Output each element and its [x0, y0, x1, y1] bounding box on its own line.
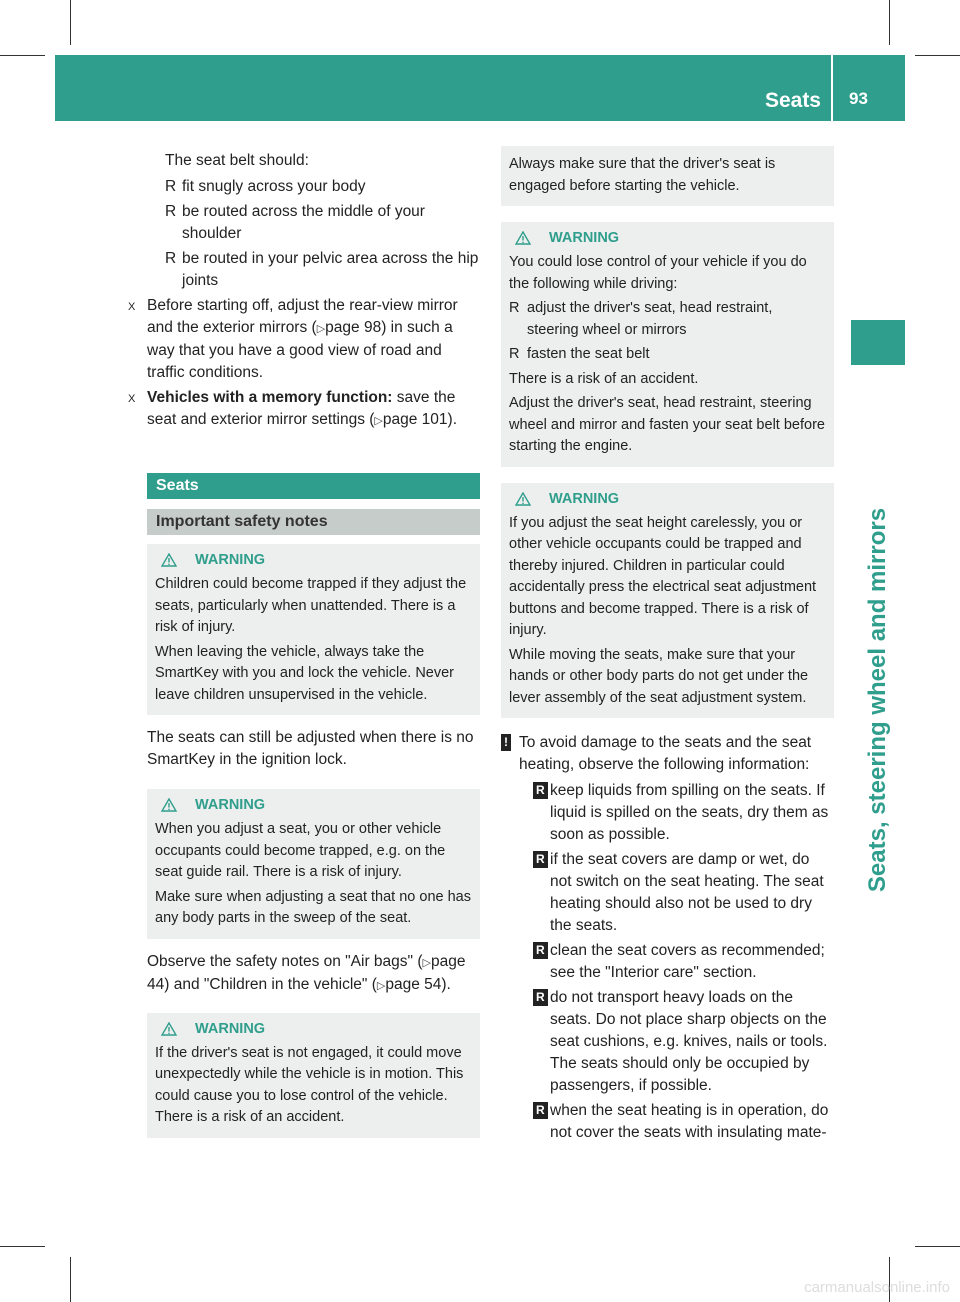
- list-item: R do not transport heavy loads on the seats. Do not place sharp objects on the seat cushions, e.g. knives, nails or tools. The seats should only be occupied by passengers, if possible.: [533, 987, 834, 1097]
- warning-box: [147, 789, 480, 939]
- right-column: [501, 146, 834, 1147]
- page-ref-arrow-icon: ▷: [316, 323, 326, 335]
- bullet-icon: R: [509, 300, 520, 316]
- list-item: R be routed across the middle of your shoulder: [165, 203, 425, 242]
- warning-text: There is a risk of an accident.: [509, 370, 699, 387]
- warning-text: Make sure when adjusting a seat that no one has any body parts in the sweep of the seat.: [155, 888, 471, 926]
- warning-title: WARNING: [195, 552, 266, 568]
- warning-title: WARNING: [195, 1020, 266, 1037]
- notice-text: To avoid damage to the seats and the seat heating, observe the following information:: [519, 734, 812, 773]
- warning-triangle-icon: [161, 1022, 177, 1036]
- body-text: Observe the safety notes on "Air bags" (▷page 44) and "Children in the vehicle" (▷page 54).: [147, 952, 466, 993]
- page-link[interactable]: page 101: [382, 411, 448, 428]
- subsection-heading: Important safety notes: [147, 509, 480, 535]
- warning-text: Adjust the driver's seat, head restraint, steering wheel and mirror and fasten your seat belt before starting the engine.: [509, 395, 825, 454]
- crop-mark: [0, 55, 45, 56]
- bullet-icon: R: [165, 203, 177, 220]
- list-item: R when the seat heating is in operation, do not cover the seats with insulating mate-: [533, 1100, 834, 1144]
- list-item: R fit snugly across your body: [165, 176, 480, 198]
- warning-text: When you adjust a seat, you or other vehicle occupants could become trapped, e.g. on the seat guide rail. There is a risk of injury.: [155, 821, 446, 880]
- warning-title: WARNING: [549, 490, 620, 507]
- list-item: R keep liquids from spilling on the seats. If liquid is spilled on the seats, dry them as soon as possible.: [533, 780, 834, 846]
- page-link[interactable]: page 98: [325, 319, 382, 336]
- page-ref-arrow-icon: ▷: [374, 415, 383, 427]
- warning-box: [147, 544, 480, 715]
- warning-text: While moving the seats, make sure that your hands or other body parts do not get under the lever assembly of the seat adjustment system.: [509, 646, 809, 706]
- action-step: X Vehicles with a memory function: save the seat and exterior mirror settings (▷page 101).: [128, 389, 458, 428]
- page-link[interactable]: page 44: [147, 952, 466, 993]
- action-marker-icon: X: [128, 301, 136, 313]
- crop-mark: [70, 1257, 71, 1302]
- intro-text: The seat belt should:: [165, 152, 309, 169]
- warning-title: WARNING: [195, 797, 266, 813]
- page-title: Seats: [764, 89, 821, 112]
- bullet-icon: R: [509, 346, 520, 362]
- warning-triangle-icon: [515, 231, 531, 245]
- belt-list: [147, 150, 480, 292]
- page-ref-arrow-icon: ▷: [376, 979, 386, 992]
- bullet-icon: R: [533, 942, 548, 959]
- warning-text: If you adjust the seat height carelessly, you or other vehicle occupants could be trapped and thereby injured. Children in particular could accidentally press the electrical seat adjustment buttons and become trapped. There is a risk of injury.: [509, 514, 817, 638]
- list-item: R be routed in your pelvic area across the hip joints: [165, 250, 479, 289]
- warning-text: If the driver's seat is not engaged, it could move unexpectedly while the vehicle is in motion. This could cause you to lose control of the vehicle. There is a risk of an accident.: [155, 1044, 464, 1125]
- crop-mark: [0, 1246, 45, 1247]
- page-ref-arrow-icon: ▷: [422, 956, 431, 969]
- warning-text: You could lose control of your vehicle if you do the following while driving:: [509, 254, 807, 292]
- section-heading: Seats: [147, 473, 480, 499]
- header-divider: [831, 55, 833, 121]
- list-item: R adjust the driver's seat, head restraint, steering wheel or mirrors: [509, 300, 773, 338]
- list-item: R clean the seat covers as recommended; see the "Interior care" section.: [533, 940, 834, 984]
- warning-triangle-icon: [515, 492, 531, 506]
- body-text: The seats can still be adjusted when there is no SmartKey in the ignition lock.: [147, 729, 474, 768]
- notice-block: [501, 732, 834, 1144]
- warning-text: When leaving the vehicle, always take the SmartKey with you and lock the vehicle. Never leave children unsupervised in the vehicle.: [155, 643, 454, 703]
- list-item: R if the seat covers are damp or wet, do not switch on the seat heating. The seat heating should also not be used to dry the seats.: [533, 849, 834, 937]
- page-number: 93: [849, 89, 868, 108]
- warning-title: WARNING: [549, 230, 620, 246]
- crop-mark: [889, 0, 890, 45]
- crop-mark: [915, 1246, 960, 1247]
- side-tab-label: Seats, steering wheel and mirrors: [864, 507, 891, 893]
- list-item: R fasten the seat belt: [509, 344, 826, 366]
- warning-box: [501, 222, 834, 467]
- bullet-icon: R: [165, 250, 177, 267]
- warning-continuation-box: [501, 146, 834, 206]
- bullet-icon: R: [165, 178, 177, 195]
- bullet-icon: R: [533, 851, 548, 868]
- bullet-icon: R: [533, 989, 548, 1006]
- crop-mark: [70, 0, 71, 45]
- watermark: carmanualsonline.info: [804, 1279, 950, 1296]
- warning-text: Children could become trapped if they adjust the seats, particularly when unattended. There is a risk of injury.: [155, 576, 467, 635]
- warning-triangle-icon: [161, 798, 177, 812]
- side-tab-marker: [851, 320, 905, 365]
- bullet-icon: R: [533, 782, 548, 799]
- bullet-icon: R: [533, 1102, 548, 1119]
- notice-list: [519, 780, 834, 1144]
- notice-exclamation-icon: !: [501, 734, 511, 751]
- page-header: [55, 55, 905, 121]
- action-marker-icon: X: [128, 393, 136, 405]
- warning-box: [147, 1013, 480, 1138]
- warning-triangle-icon: [161, 553, 177, 567]
- warning-text: Always make sure that the driver's seat is engaged before starting the vehicle.: [509, 156, 776, 194]
- crop-mark: [915, 55, 960, 56]
- action-step: X Before starting off, adjust the rear-view mirror and the exterior mirrors (▷page 98) in such a way that you have a good view of road and traffic conditions.: [128, 297, 458, 381]
- warning-box: [501, 483, 834, 719]
- page-link[interactable]: page 54: [385, 975, 442, 993]
- left-column: [128, 150, 480, 1138]
